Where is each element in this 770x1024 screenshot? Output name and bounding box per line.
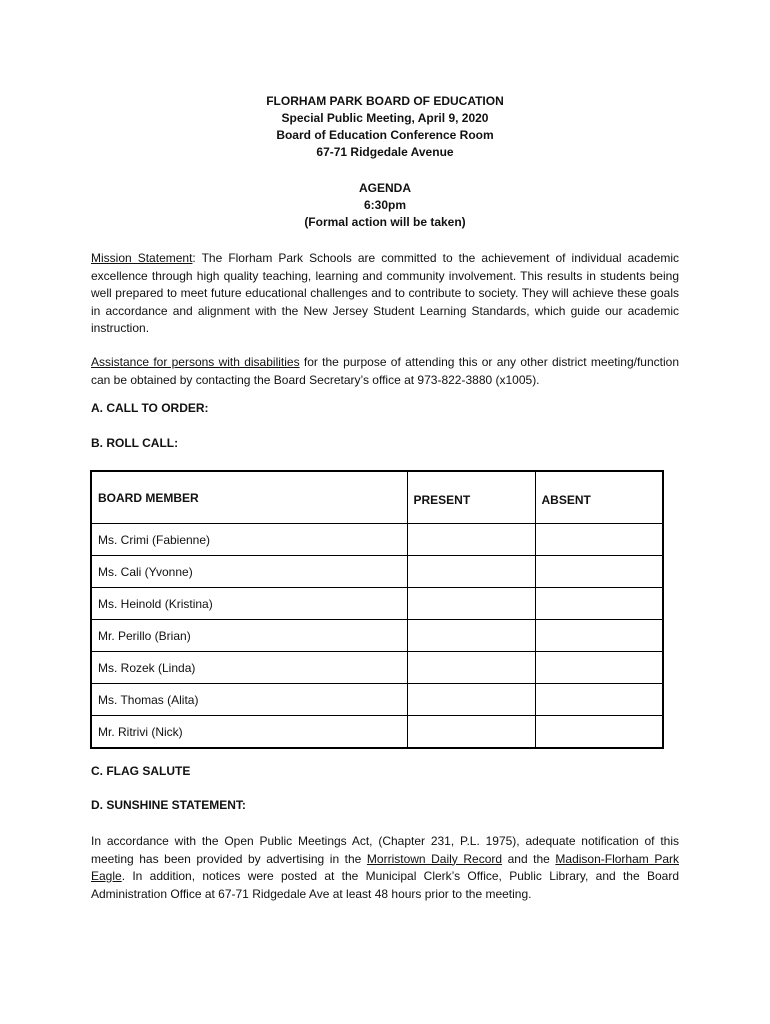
table-row [91, 556, 663, 588]
member-name: Mr. Perillo (Brian) [91, 620, 407, 652]
table-row [91, 620, 663, 652]
present-cell [407, 652, 535, 684]
sunshine-text-1: In accordance with the Open Public Meetings Act, (Chapter 231, P.L. 1975), adequate notification of this meeting has been provided by advertising in the [91, 834, 679, 866]
section-flag-salute: C. FLAG SALUTE [91, 764, 191, 778]
header-board-member: BOARD MEMBER [91, 471, 407, 524]
newspaper-name: Morristown Daily Record [366, 851, 503, 866]
table-header-row [91, 471, 663, 524]
roll-call-table [90, 470, 664, 749]
absent-cell [535, 524, 663, 556]
present-cell [407, 524, 535, 556]
table-row [91, 588, 663, 620]
section-sunshine-statement: D. SUNSHINE STATEMENT: [91, 798, 246, 812]
member-name: Mr. Ritrivi (Nick) [91, 716, 407, 749]
agenda-heading: AGENDA [358, 181, 411, 195]
present-cell [407, 588, 535, 620]
absent-cell [535, 620, 663, 652]
meeting-title: Special Public Meeting, April 9, 2020 [281, 111, 489, 125]
assistance-statement [91, 354, 679, 389]
table-row [91, 684, 663, 716]
absent-cell [535, 652, 663, 684]
absent-cell [535, 588, 663, 620]
table-row [91, 652, 663, 684]
present-cell [407, 684, 535, 716]
meeting-time: 6:30pm [363, 198, 407, 212]
mission-text: : The Florham Park Schools are committed to the achievement of individual academic excellence through high quality teaching, learning and community involvement. This results in students being well prepared to meet future educational challenges and to contribute to society. They will achieve these goals in accordance and alignment with the New Jersey Student Learning Standards, which guide our academic instruction. [91, 251, 679, 335]
header-absent: ABSENT [535, 471, 663, 524]
sunshine-paragraph [91, 833, 679, 903]
mission-statement [91, 250, 679, 338]
absent-cell [535, 684, 663, 716]
assistance-text: for the purpose of attending this or any other district meeting/function can be obtained by contacting the Board Secretary’s office at 973-822-3880 (x1005). [91, 355, 679, 387]
meeting-location: Board of Education Conference Room [276, 128, 494, 142]
section-call-to-order: A. CALL TO ORDER: [91, 401, 209, 415]
sunshine-text-2: and the [502, 851, 556, 866]
assistance-label: Assistance for persons with disabilities [91, 355, 300, 369]
member-name: Ms. Crimi (Fabienne) [91, 524, 407, 556]
member-name: Ms. Rozek (Linda) [91, 652, 407, 684]
present-cell [407, 556, 535, 588]
absent-cell [535, 716, 663, 749]
section-roll-call: B. ROLL CALL: [91, 436, 179, 450]
member-name: Ms. Heinold (Kristina) [91, 588, 407, 620]
table-row [91, 524, 663, 556]
newspaper-name: Madison-Florham Park Eagle [91, 851, 679, 883]
mission-label: Mission Statement [91, 251, 193, 265]
present-cell [407, 716, 535, 749]
absent-cell [535, 556, 663, 588]
table-row [91, 716, 663, 749]
board-title: FLORHAM PARK BOARD OF EDUCATION [266, 94, 504, 108]
header-present: PRESENT [407, 471, 535, 524]
meeting-address: 67-71 Ridgedale Avenue [316, 145, 454, 159]
present-cell [407, 620, 535, 652]
sunshine-text-3: . In addition, notices were posted at the Municipal Clerk’s Office, Public Library, and the Board Administration Office at 67-71 Ridgedale Ave at least 48 hours prior to the meeting. [91, 869, 679, 901]
member-name: Ms. Thomas (Alita) [91, 684, 407, 716]
action-note: (Formal action will be taken) [304, 215, 466, 229]
member-name: Ms. Cali (Yvonne) [91, 556, 407, 588]
